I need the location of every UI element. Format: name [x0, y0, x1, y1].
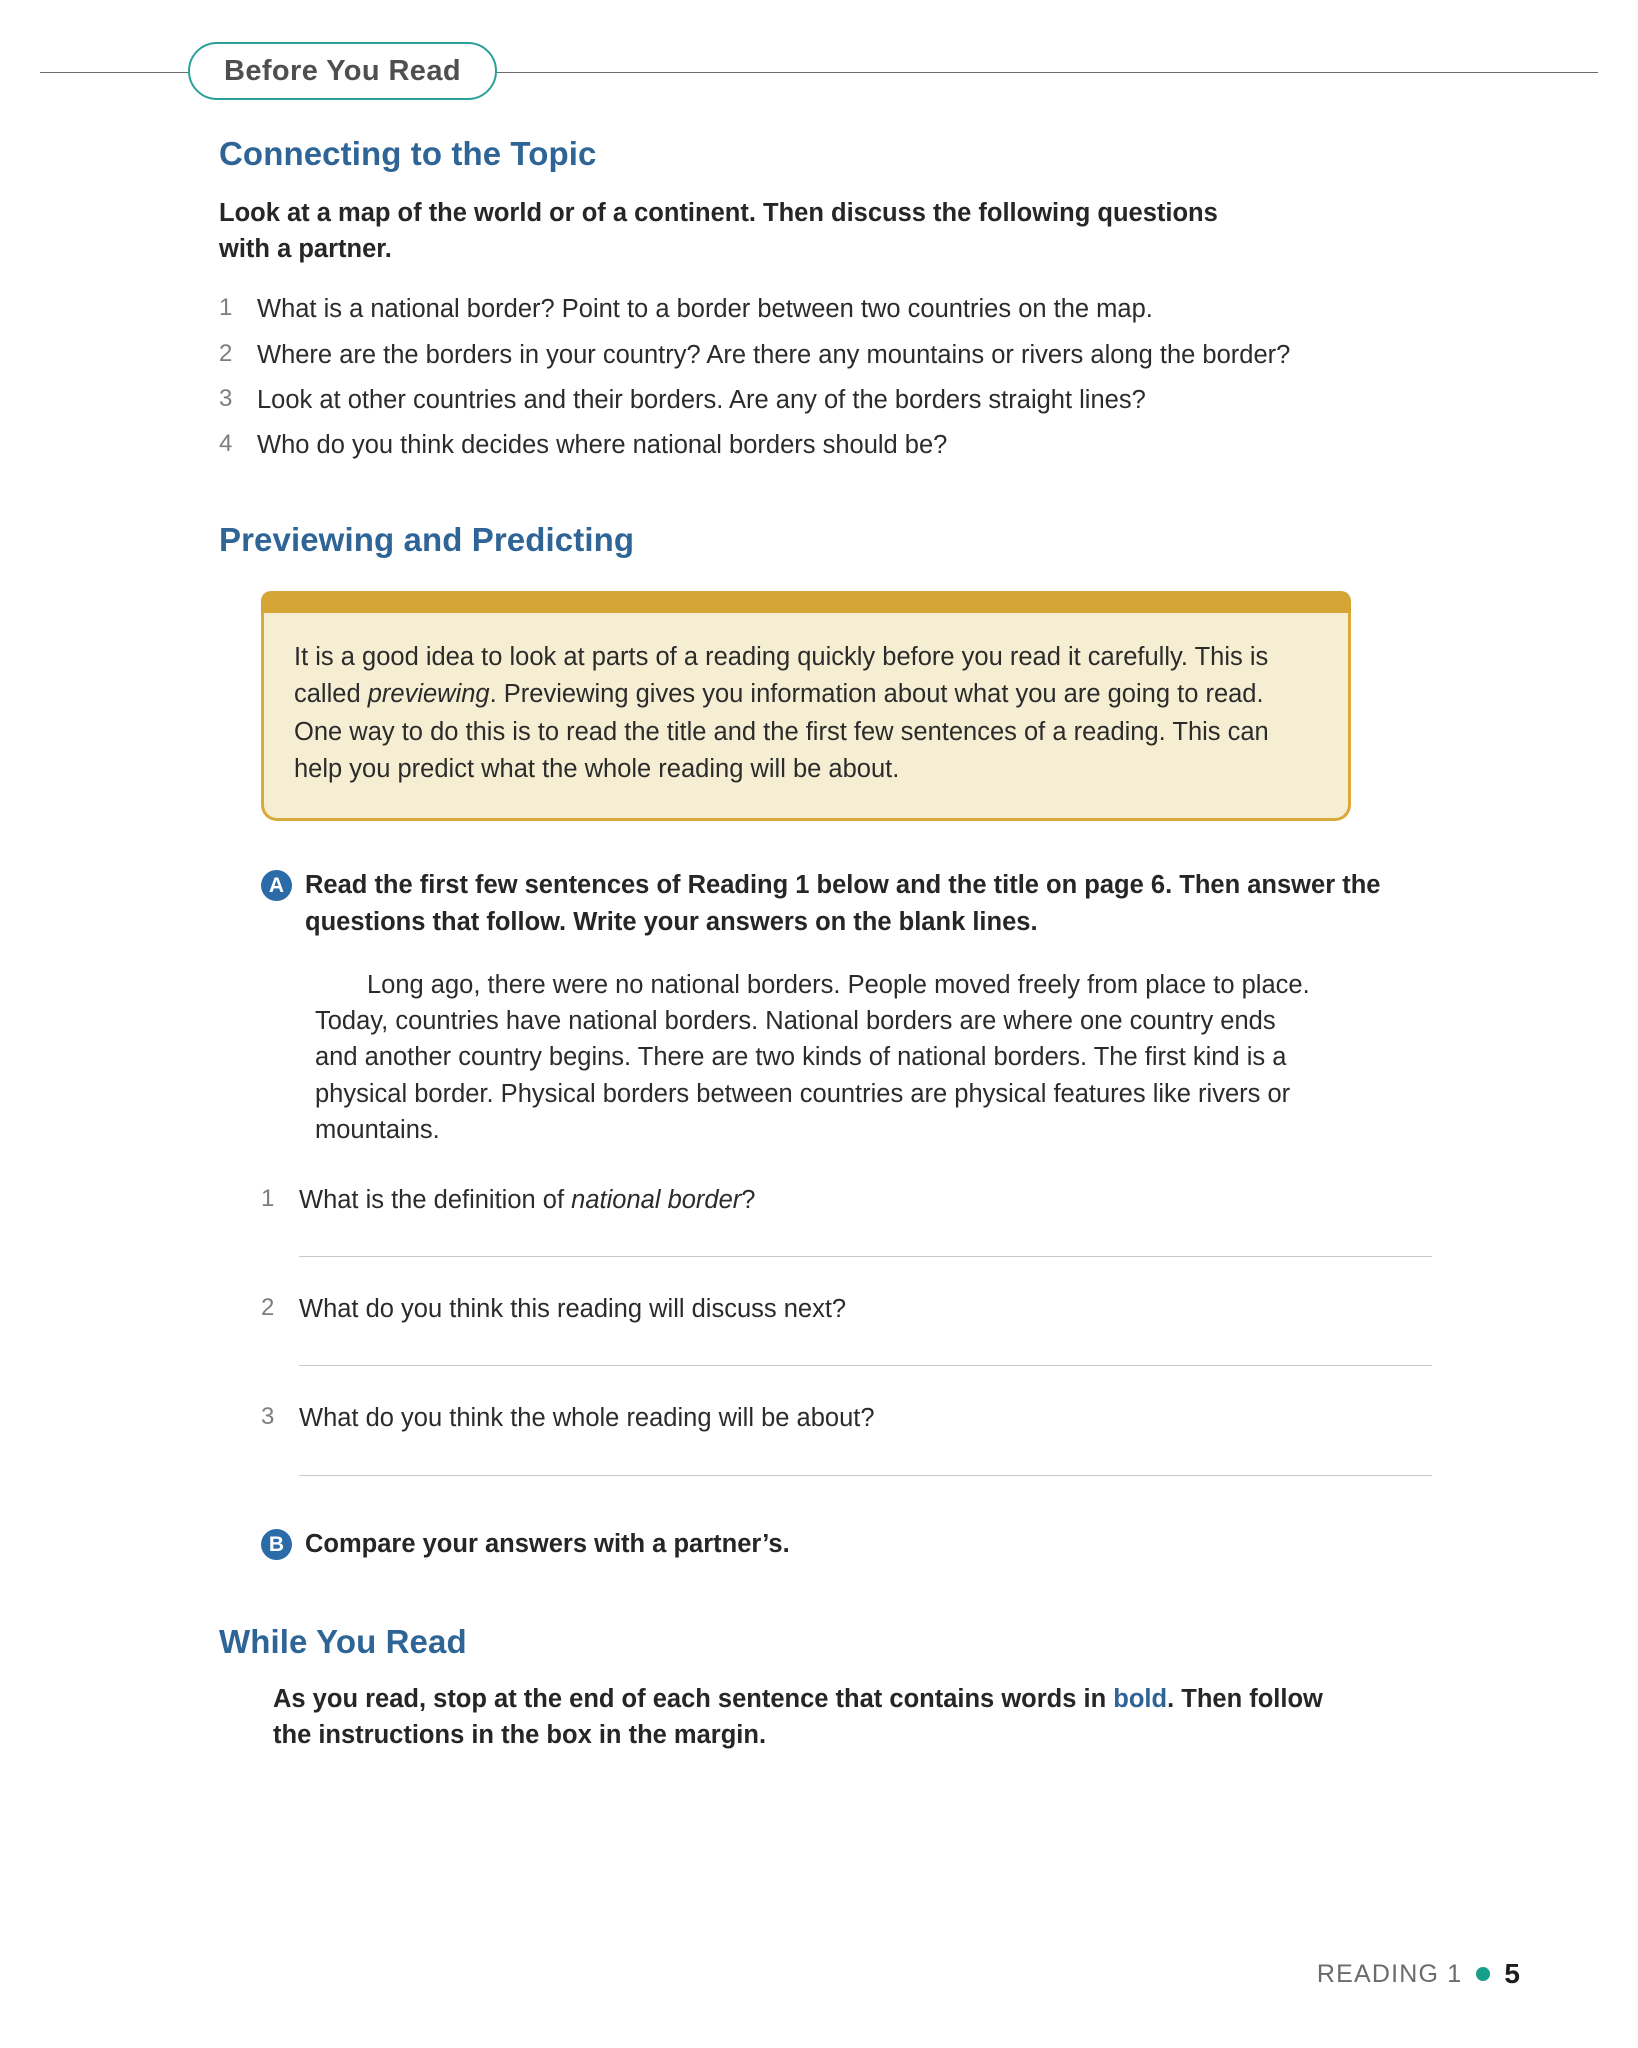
task-a	[261, 867, 1385, 941]
task-a-badge: A	[261, 870, 292, 901]
answer-question-suffix: ?	[741, 1186, 756, 1215]
list-item	[219, 382, 1317, 418]
list-item-number: 3	[219, 384, 233, 412]
list-item-text: Who do you think decides where national borders should be?	[257, 431, 948, 460]
footer-dot-icon	[1476, 1967, 1490, 1981]
list-item-text: Look at other countries and their borders. Are any of the borders straight lines?	[257, 385, 1146, 414]
connecting-question-list	[219, 291, 1434, 463]
list-item-number: 4	[219, 430, 233, 458]
task-a-text: Read the first few sentences of Reading 1 below and the title on page 6. Then answer the questions that follow. Write your answers on the blank lines.	[305, 871, 1381, 937]
answer-question-3	[261, 1400, 1434, 1436]
answer-question-italic: national border	[571, 1186, 742, 1215]
task-b-text: Compare your answers with a partner’s.	[305, 1529, 790, 1558]
tip-text-italic-term: previewing	[367, 680, 490, 709]
while-text-emphasis: bold	[1113, 1684, 1168, 1713]
while-text-post: . Then follow the instructions in the box in the margin.	[273, 1684, 1323, 1749]
list-item	[219, 291, 1317, 327]
list-item	[219, 427, 1317, 463]
section-while-you-read	[219, 1623, 1434, 1753]
list-item-number: 1	[219, 294, 233, 322]
answer-question-number: 1	[261, 1185, 275, 1213]
page-footer	[1317, 1958, 1520, 1990]
while-you-read-instruction	[273, 1681, 1333, 1753]
answer-question-text: What do you think the whole reading will be about?	[299, 1404, 875, 1433]
answer-question-text: What is the definition of	[299, 1186, 572, 1215]
list-item	[219, 337, 1317, 373]
connecting-lead-instruction: Look at a map of the world or of a continent. Then discuss the following questions with a partner.	[219, 199, 1218, 264]
list-item-text: Where are the borders in your country? Are there any mountains or rivers along the border?	[257, 340, 1291, 369]
before-you-read-tab	[188, 42, 497, 100]
tip-text-part-one: It is a good idea to look at parts of a reading quickly before you read it carefully. This is called	[294, 643, 1269, 709]
page-content	[219, 135, 1434, 1753]
list-item-number: 2	[219, 339, 233, 367]
answer-question-number: 3	[261, 1403, 275, 1431]
tip-box-top-bar	[261, 591, 1351, 613]
while-text-pre: As you read, stop at the end of each sentence that contains words in	[273, 1684, 1114, 1713]
reading-excerpt: Long ago, there were no national borders. People moved freely from place to place. Today, countries have national borders. National borders are where one country ends and another country begins. There are two kinds of national borders. The first kind is a physical border. Physical borders between countries are physical features like rivers or mountains.	[315, 971, 1310, 1144]
section-title-previewing: Previewing and Predicting	[219, 521, 635, 559]
page-banner	[0, 42, 1638, 102]
tip-box	[261, 591, 1351, 821]
task-b	[261, 1526, 1385, 1563]
section-title-connecting: Connecting to the Topic	[219, 135, 597, 172]
answer-line-2[interactable]	[299, 1365, 1432, 1366]
footer-label: READING 1	[1316, 1959, 1463, 1988]
task-b-badge: B	[261, 1529, 292, 1560]
answer-question-number: 2	[261, 1294, 275, 1322]
page-number: 5	[1504, 1958, 1520, 1989]
answer-line-3[interactable]	[299, 1475, 1432, 1476]
answer-question-1	[261, 1182, 1434, 1218]
before-you-read-label: Before You Read	[224, 54, 461, 87]
section-title-while-you-read: While You Read	[219, 1622, 467, 1660]
answer-question-2	[261, 1291, 1434, 1327]
answer-line-1[interactable]	[299, 1256, 1432, 1257]
list-item-text: What is a national border? Point to a border between two countries on the map.	[257, 295, 1153, 324]
answer-question-text: What do you think this reading will discuss next?	[299, 1295, 847, 1324]
tip-box-text	[264, 613, 1348, 818]
tip-text-part-two: . Previewing gives you information about what you are going to read. One way to do this is to read the title and the first few sentences of a reading. This can help you predict what the whole reading will be about.	[294, 680, 1269, 783]
